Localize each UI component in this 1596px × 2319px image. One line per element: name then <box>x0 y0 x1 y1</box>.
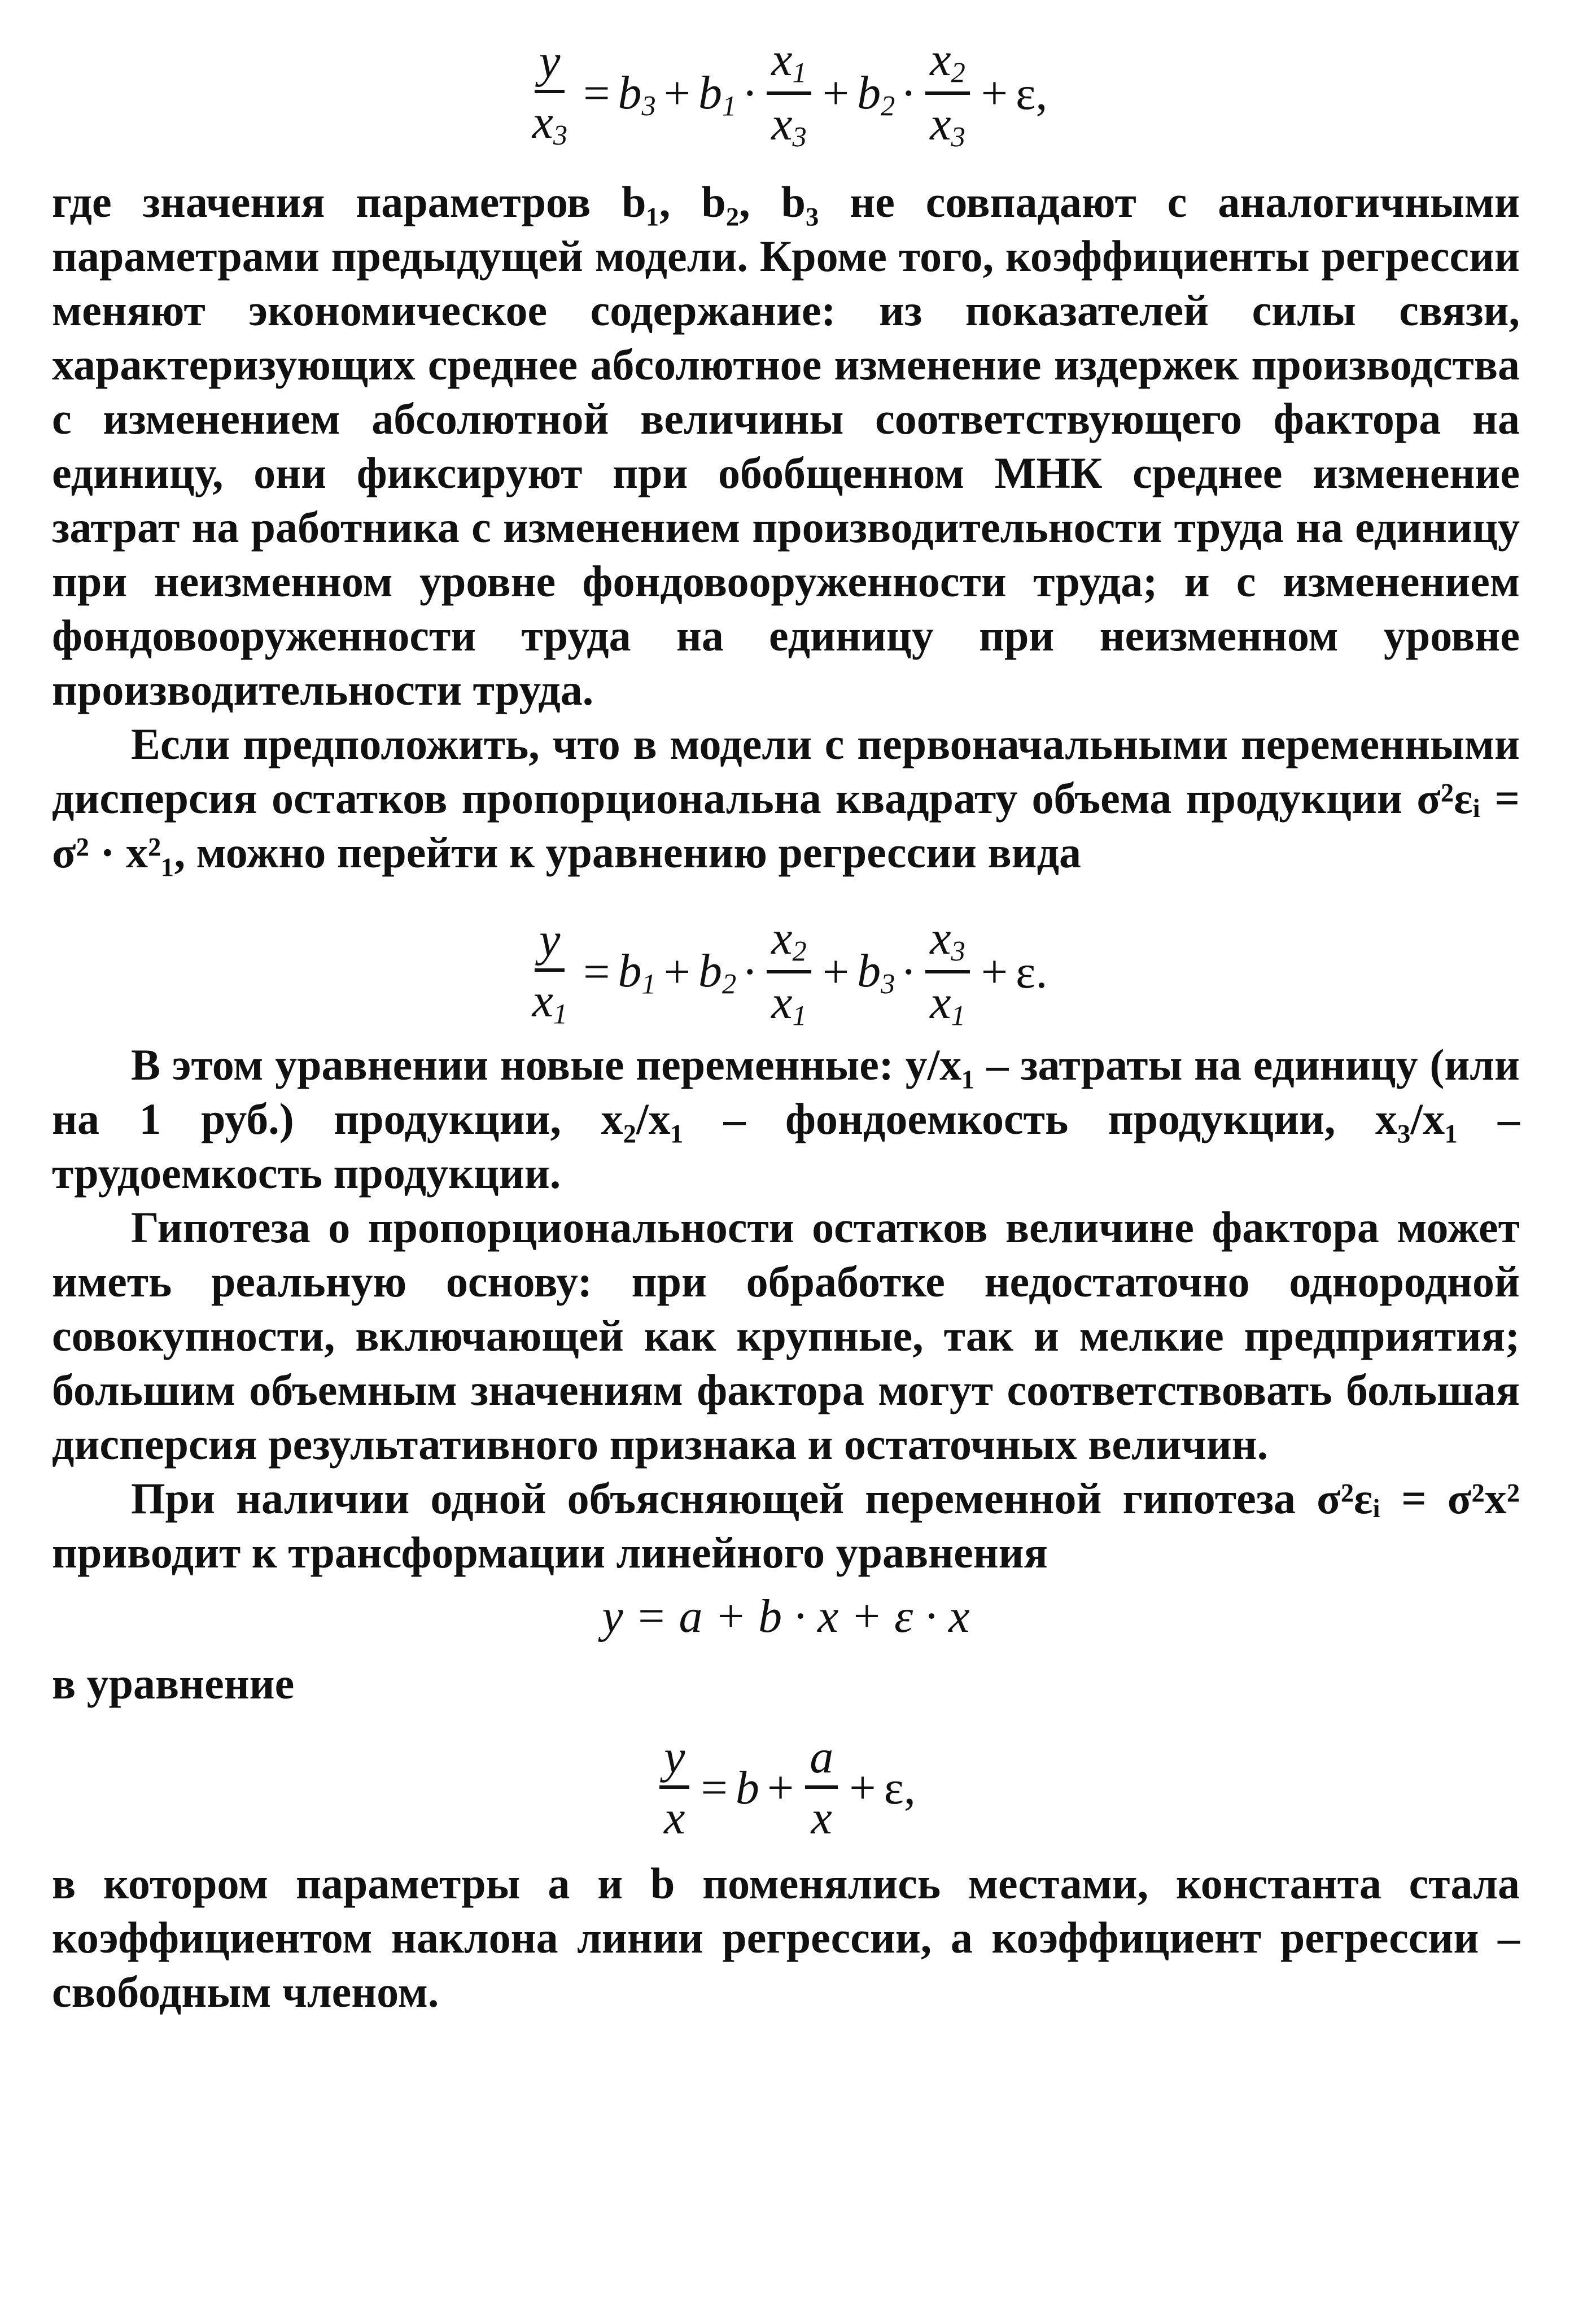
page <box>52 23 1520 2019</box>
fraction-y-over-x3: $\frac{y}{x_3}$ <box>532 35 568 151</box>
fraction-x2-over-x1: $\frac{x_2}{x_1}$ <box>767 914 811 1030</box>
fraction-x1-over-x3: $\frac{x_1}{x_3}$ <box>767 35 811 152</box>
paragraph-7: в котором параметры a и b поменялись местами, константа стала коэффициентом наклона линии регрессии, а коэффициент регрессии – свободным членом. <box>52 1859 1520 2016</box>
paragraph-5: При наличии одной объясняющей переменной гипотеза σ²εᵢ = σ²x² приводит к трансформации линейного уравнения <box>52 1474 1520 1577</box>
formula-1: $\frac{y}{x_3}$ = $b_3$ + $b_1$ · $\frac{x_1}{x_3}$ + $b_2$ · $\frac{x_2}{x_3}$ + ε, <box>52 23 1520 175</box>
paragraph-2: Если предположить, что в модели с первоначальными переменными дисперсия остатков пропорциональна квадрату объема продукции σ²εᵢ = σ² · x²₁, можно перейти к уравнению регрессии вида <box>52 719 1520 877</box>
fraction-y-over-x1: $\frac{y}{x_1}$ <box>532 913 568 1030</box>
paragraph-4: Гипотеза о пропорциональности остатков величине фактора может иметь реальную основу: при обработке недостаточно однородной совокупности, включающей как крупные, так и мелкие предприятия; большим объемным значениям фактора могут соответствовать большая дисперсия результативного признака и остаточных величин. <box>52 1203 1520 1469</box>
paragraph-3: В этом уравнении новые переменные: y/x₁ – затраты на единицу (или на 1 руб.) продукции, x₂/x₁ – фондоемкость продукции, x₃/x₁ – трудоемкость продукции. <box>52 1040 1520 1198</box>
formula-4: $\frac{y}{x}$ = b + $\frac{a}{x}$ + ε, <box>52 1721 1520 1857</box>
paragraph-1: где значения параметров b₁, b₂, b₃ не совпадают с аналогичными параметрами предыдущей модели. Кроме того, коэффициенты регрессии меняют экономическое содержание: из показателей силы связи, характеризующих среднее абсолютное изменение издержек производства с изменением абсолютной величины соответствующего фактора на единицу, они фиксируют при обобщенном МНК среднее изменение затрат на работника с изменением производительности труда на единицу при неизменном уровне фондовооруженности труда; и с изменением фондовооруженности труда на единицу при неизменном уровне производительности труда. <box>52 177 1520 714</box>
formula-3: y = a + b · x + ε · x <box>602 1590 970 1643</box>
fraction-a-over-x: $\frac{a}{x}$ <box>805 1732 838 1843</box>
fraction-y-over-x: $\frac{y}{x}$ <box>659 1732 689 1843</box>
fraction-x2-over-x3: $\frac{x_2}{x_3}$ <box>925 35 970 152</box>
fraction-x3-over-x1: $\frac{x_3}{x_1}$ <box>925 914 970 1030</box>
formula-2: $\frac{y}{x_1}$ = $b_1$ + $b_2$ · $\frac{x_2}{x_1}$ + $b_3$ · $\frac{x_3}{x_1}$ + ε. <box>52 897 1520 1038</box>
paragraph-6: в уравнение <box>52 1659 295 1708</box>
